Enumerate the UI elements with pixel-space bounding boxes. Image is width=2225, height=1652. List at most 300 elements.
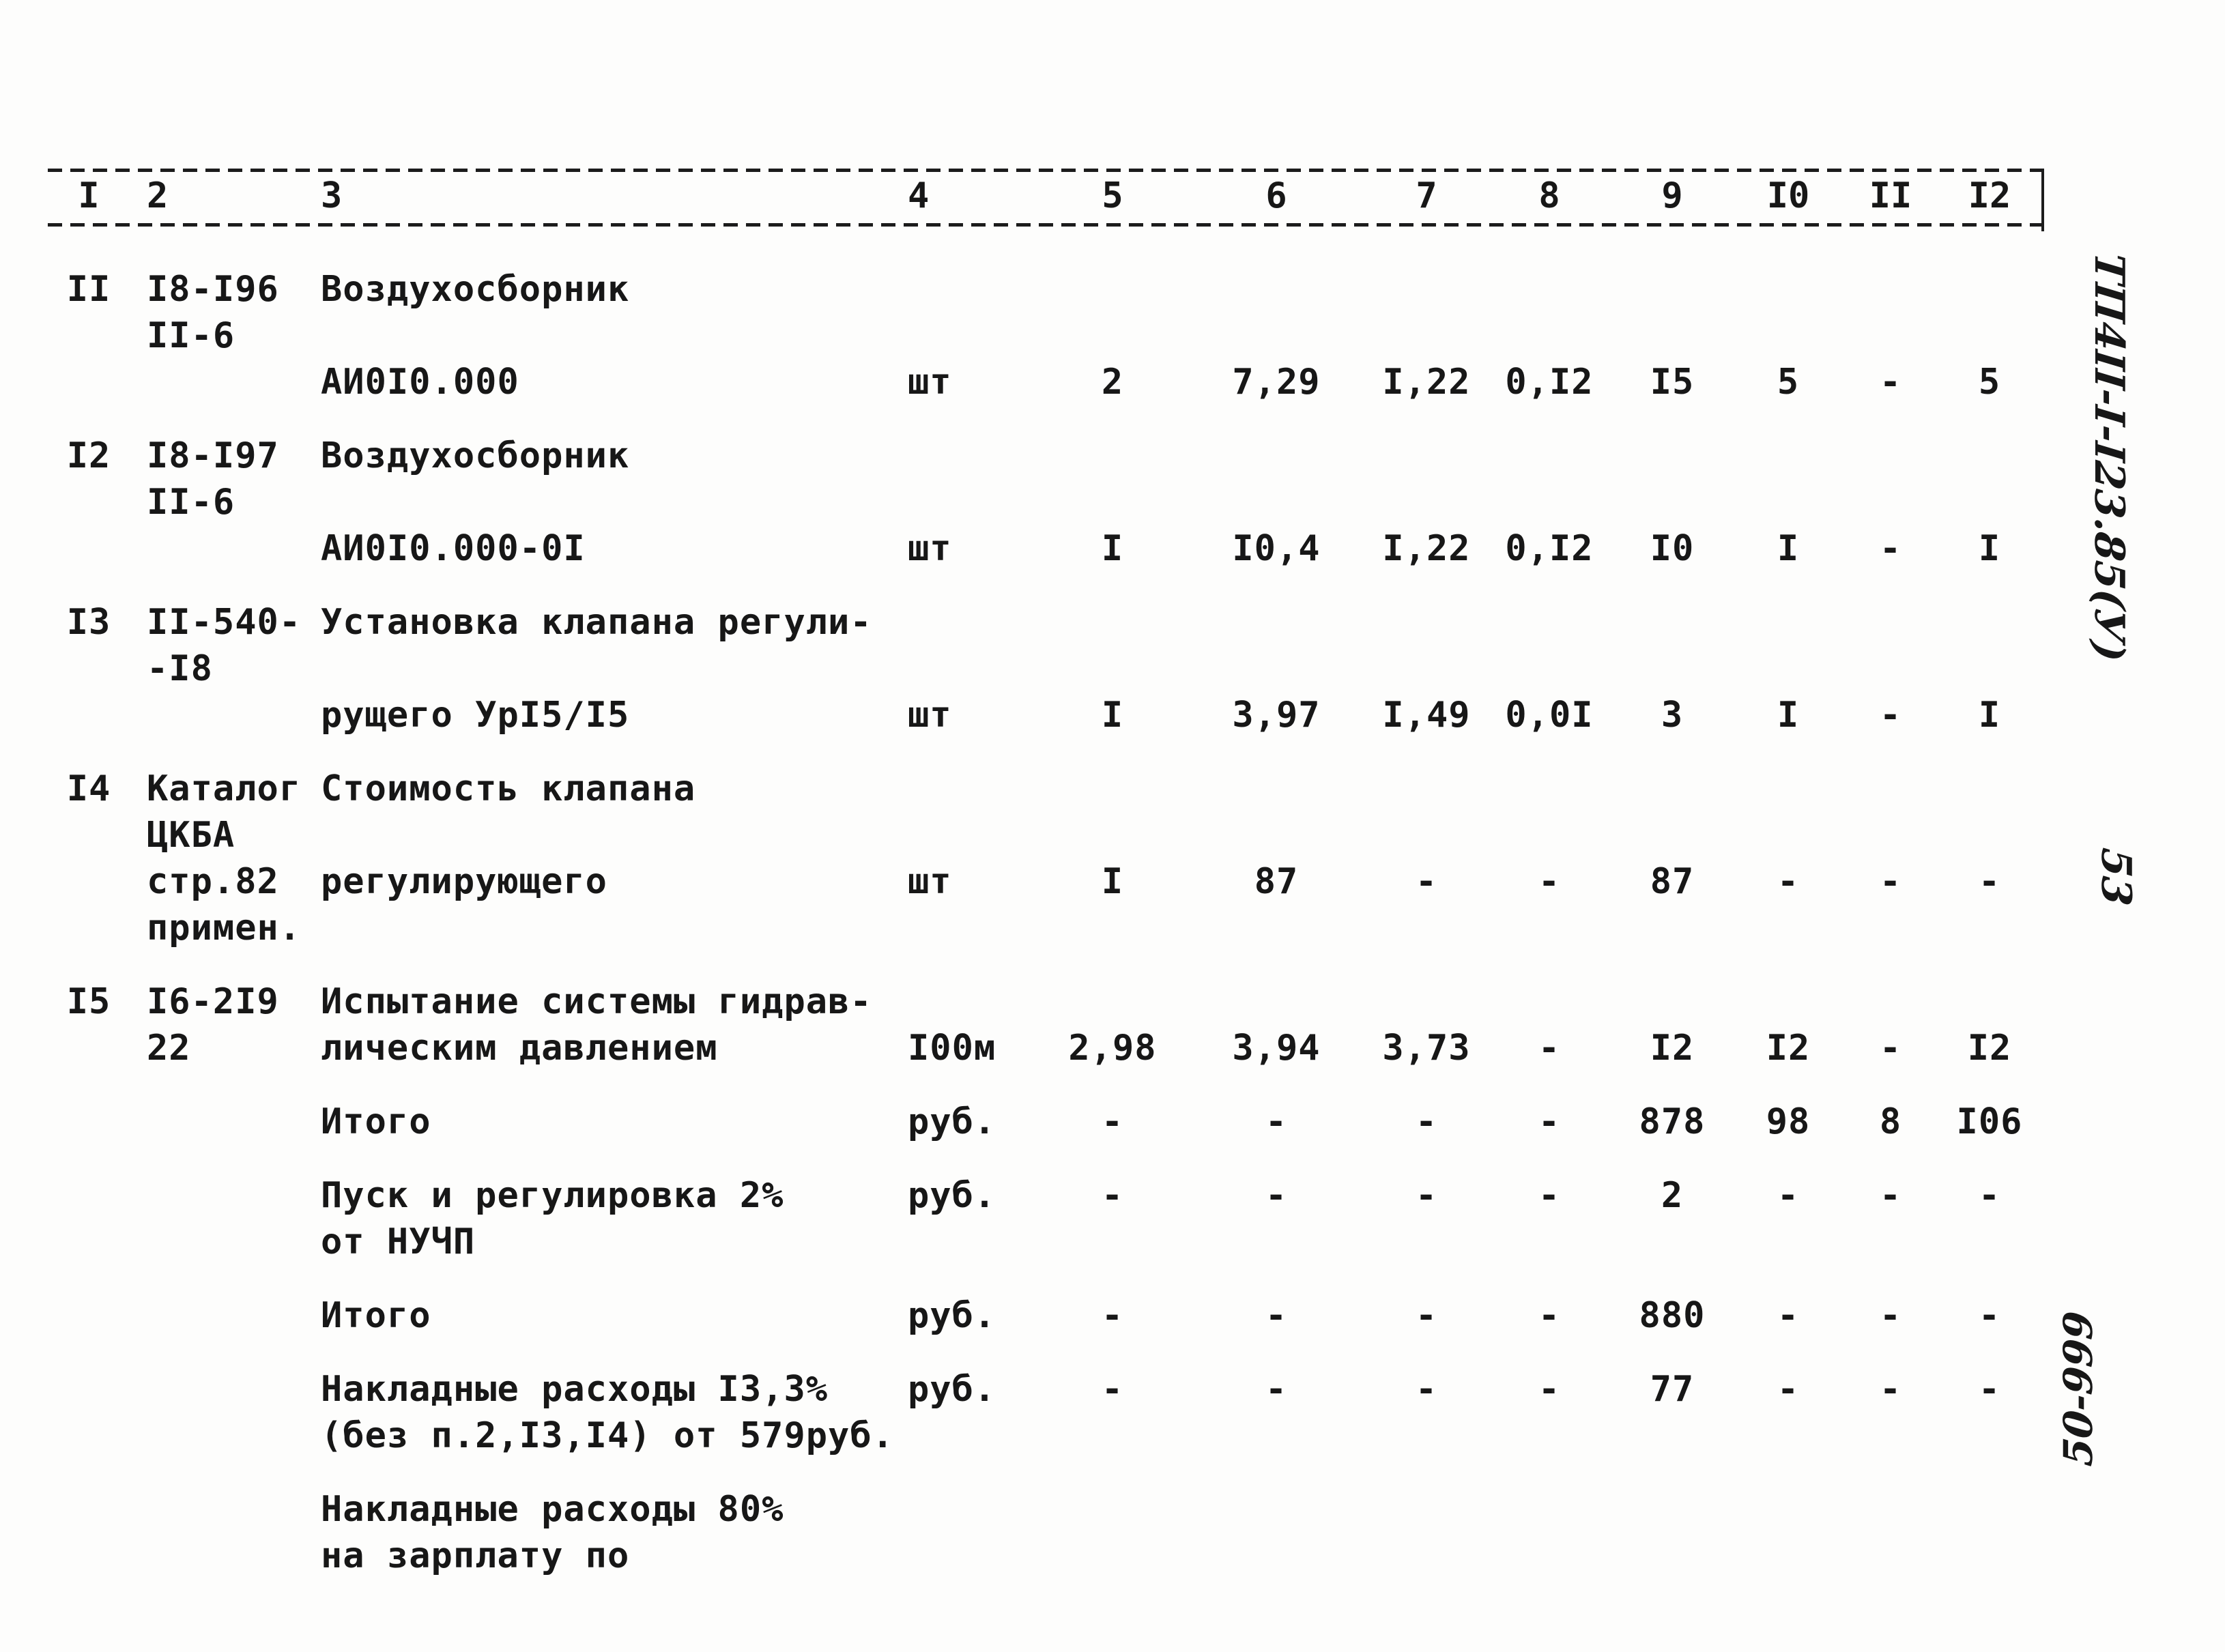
table-cell (1365, 433, 1488, 479)
table-cell: примен. (147, 908, 302, 948)
table-cell (1365, 1219, 1488, 1265)
table-cell (1734, 479, 1843, 525)
table-cell: рущего УрI5/I5 (321, 695, 630, 736)
table-cell (1188, 1533, 1365, 1579)
table-cell (1188, 646, 1365, 692)
table-row (48, 433, 2041, 572)
table-cell (48, 812, 130, 858)
table-cell (1611, 599, 1734, 646)
table-cell (1843, 433, 1938, 479)
table-cell (48, 1533, 130, 1579)
inventory-number-annotation: 50-999 (2055, 1309, 2101, 1468)
table-cell (1037, 1219, 1188, 1265)
table-cell: I (1777, 695, 1800, 736)
table-cell (1843, 1412, 1938, 1459)
table-cell: - (1538, 1369, 1561, 1410)
table-cell: руб. (908, 1175, 996, 1216)
table-cell: - (1101, 1295, 1124, 1336)
table-cell: - (1415, 861, 1438, 902)
table-cell: - (1101, 1369, 1124, 1410)
table-cell (1037, 1412, 1188, 1459)
table-cell (1037, 979, 1188, 1025)
table-cell: руб. (908, 1101, 996, 1142)
column-header: 9 (1661, 175, 1683, 216)
table-cell: - (1415, 1369, 1438, 1410)
column-header: 4 (908, 175, 930, 216)
table-cell: ЦКБА (147, 815, 235, 856)
table-cell (1734, 905, 1843, 951)
table-cell (1037, 433, 1188, 479)
table-row-line (48, 1412, 2041, 1459)
table-cell: - (1265, 1175, 1288, 1216)
table-cell (1488, 766, 1611, 812)
table-cell: - (1879, 1369, 1902, 1410)
table-row-line (48, 905, 2041, 951)
table-cell: 3,94 (1232, 1028, 1321, 1069)
table-cell (48, 646, 130, 692)
table-cell (1488, 979, 1611, 1025)
table-cell (1037, 905, 1188, 951)
column-header: 8 (1538, 175, 1560, 216)
table-cell (1365, 599, 1488, 646)
table-cell: - (1777, 1295, 1800, 1336)
table-row-line (48, 1099, 2041, 1145)
table-cell (48, 905, 130, 951)
table-cell: 2 (1101, 362, 1124, 403)
table-cell: - (1538, 1175, 1561, 1216)
table-cell: - (1978, 1369, 2001, 1410)
table-cell: I8-I97 (147, 435, 279, 476)
table-row (48, 979, 2041, 1071)
table-cell: I4 (66, 768, 111, 809)
table-cell (1734, 646, 1843, 692)
table-cell (1188, 905, 1365, 951)
table-cell (1488, 905, 1611, 951)
table-cell (1611, 1486, 1734, 1533)
table-cell: руб. (908, 1295, 996, 1336)
table-cell (1611, 479, 1734, 525)
table-cell: Каталог (147, 768, 302, 809)
table-row-line (48, 766, 2041, 812)
table-cell (48, 1292, 130, 1339)
table-row (48, 266, 2041, 405)
table-cell: 5 (1777, 362, 1800, 403)
table-row-line (48, 479, 2041, 525)
table-cell (1843, 1219, 1938, 1265)
table-cell (887, 599, 1037, 646)
table-cell (1488, 1412, 1611, 1459)
table-row-line (48, 1219, 2041, 1265)
table-cell (1188, 599, 1365, 646)
table-cell (314, 905, 887, 951)
table-cell: (без п.2,I3,I4) от 579руб. (321, 1415, 894, 1456)
table-cell (1938, 433, 2041, 479)
table-cell: 87 (1650, 861, 1695, 902)
table-cell: II-6 (147, 315, 235, 356)
table-cell (1843, 646, 1938, 692)
table-row (48, 1099, 2041, 1145)
table-cell (1488, 1533, 1611, 1579)
table-cell (314, 479, 887, 525)
table-cell (1188, 1219, 1365, 1265)
table-cell (887, 1412, 1037, 1459)
table-cell: 98 (1766, 1101, 1811, 1142)
table-cell (1188, 313, 1365, 359)
table-cell: I00м (908, 1028, 996, 1069)
table-cell: 3,97 (1232, 695, 1321, 736)
table-cell (1938, 599, 2041, 646)
table-cell: шт (908, 528, 952, 569)
table-cell: 7,29 (1232, 362, 1321, 403)
table-cell: I2 (1967, 1028, 2012, 1069)
table-cell (48, 1219, 130, 1265)
table-cell (1938, 1219, 2041, 1265)
table-cell (1938, 646, 2041, 692)
table-cell: - (1415, 1295, 1438, 1336)
table-cell (1365, 479, 1488, 525)
table-cell: I6-2I9 (147, 981, 279, 1022)
table-cell: I,22 (1382, 528, 1471, 569)
table-cell (48, 525, 130, 572)
table-cell (1365, 313, 1488, 359)
table-cell (1611, 1219, 1734, 1265)
table-cell (130, 1533, 314, 1579)
table-cell (1188, 766, 1365, 812)
table-cell: - (1777, 861, 1800, 902)
table-cell (1488, 266, 1611, 313)
table-row-line (48, 1533, 2041, 1579)
table-cell: стр.82 (147, 861, 279, 902)
column-header: I0 (1766, 175, 1810, 216)
table-cell: I,49 (1382, 695, 1471, 736)
table-cell (130, 1172, 314, 1219)
table-cell (48, 479, 130, 525)
table-cell (1037, 599, 1188, 646)
table-row (48, 1366, 2041, 1459)
table-cell: - (1978, 1175, 2001, 1216)
table-cell: на зарплату по (321, 1535, 630, 1576)
table-cell (130, 359, 314, 405)
table-cell (1188, 979, 1365, 1025)
table-row-line (48, 359, 2041, 405)
table-cell: - (1978, 861, 2001, 902)
table-cell: АИ0I0.000 (321, 362, 519, 403)
table-row-line (48, 1172, 2041, 1219)
table-cell (1938, 812, 2041, 858)
table-cell: - (1265, 1369, 1288, 1410)
table-cell (1037, 766, 1188, 812)
table-row-line (48, 1486, 2041, 1533)
table-cell (1843, 266, 1938, 313)
table-cell (1488, 433, 1611, 479)
table-cell (1843, 812, 1938, 858)
table-row-line (48, 433, 2041, 479)
table-cell: I (1978, 695, 2001, 736)
table-cell (1365, 905, 1488, 951)
table-cell: I0 (1650, 528, 1695, 569)
table-row-line (48, 313, 2041, 359)
table-cell (48, 1099, 130, 1145)
table-cell (1611, 1412, 1734, 1459)
table-cell: шт (908, 861, 952, 902)
table-cell: Пуск и регулировка 2% (321, 1175, 784, 1216)
table-cell (48, 1172, 130, 1219)
table-cell (1611, 812, 1734, 858)
table-cell: Накладные расходы 80% (321, 1489, 784, 1530)
table-cell (1037, 479, 1188, 525)
table-cell (887, 905, 1037, 951)
table-cell (1843, 599, 1938, 646)
table-cell (1365, 1412, 1488, 1459)
table-cell (1843, 1533, 1938, 1579)
table-cell: 3,73 (1382, 1028, 1471, 1069)
table-cell (48, 1025, 130, 1071)
table-cell (1188, 1486, 1365, 1533)
column-header: 6 (1265, 175, 1287, 216)
table-cell: Стоимость клапана (321, 768, 696, 809)
table-cell: - (1879, 362, 1902, 403)
table-cell (1843, 1486, 1938, 1533)
table-cell (48, 1486, 130, 1533)
table-cell (1611, 905, 1734, 951)
table-cell (1188, 812, 1365, 858)
table-cell (1488, 599, 1611, 646)
table-right-border (2041, 169, 2044, 231)
table-cell: 2,98 (1068, 1028, 1157, 1069)
table-cell: - (1101, 1175, 1124, 1216)
page-number: 53 (2092, 845, 2140, 908)
table-row-line (48, 858, 2041, 905)
table-cell (1843, 766, 1938, 812)
table-cell: II-540- (147, 602, 302, 643)
table-cell: Установка клапана регули- (321, 602, 872, 643)
table-cell (1037, 1533, 1188, 1579)
table-cell (887, 1533, 1037, 1579)
table-cell: регулирующего (321, 861, 607, 902)
table-cell: 8 (1879, 1101, 1902, 1142)
table-cell (1611, 266, 1734, 313)
table-cell (1734, 313, 1843, 359)
table-cell: - (1879, 695, 1902, 736)
table-cell: 5 (1978, 362, 2001, 403)
table-row (48, 1292, 2041, 1339)
table-row-line (48, 525, 2041, 572)
table-cell (48, 313, 130, 359)
table-cell (1188, 479, 1365, 525)
table-cell (1365, 812, 1488, 858)
table-cell (314, 812, 887, 858)
table-row-line (48, 1366, 2041, 1412)
table-row (48, 1172, 2041, 1265)
table-cell (130, 1412, 314, 1459)
table-cell (1037, 812, 1188, 858)
column-header: I2 (1968, 175, 2011, 216)
table-cell (1938, 1533, 2041, 1579)
table-cell (1037, 1486, 1188, 1533)
table-cell: - (1879, 1295, 1902, 1336)
table-row-line (48, 266, 2041, 313)
table-cell (887, 812, 1037, 858)
table-cell (887, 766, 1037, 812)
table-cell (887, 979, 1037, 1025)
table-cell: Испытание системы гидрав- (321, 981, 872, 1022)
table-cell (887, 433, 1037, 479)
column-header: 2 (147, 175, 169, 216)
table-cell: 22 (147, 1028, 191, 1069)
table-cell: Накладные расходы I3,3% (321, 1369, 829, 1410)
column-header: 7 (1416, 175, 1437, 216)
table-cell: Воздухосборник (321, 435, 630, 476)
table-row (48, 1486, 2041, 1579)
table-cell: I3 (66, 602, 111, 643)
document-code-annotation: ТП4II-I-I23.85(У) (2085, 250, 2133, 664)
table-cell: I5 (1650, 362, 1695, 403)
table-cell (887, 646, 1037, 692)
table-cell (314, 646, 887, 692)
table-cell: - (1265, 1295, 1288, 1336)
table-cell: - (1265, 1101, 1288, 1142)
table-cell: Воздухосборник (321, 269, 630, 310)
table-cell: I2 (1650, 1028, 1695, 1069)
column-header: 3 (321, 175, 343, 216)
table-row-line (48, 1292, 2041, 1339)
table-cell (1611, 766, 1734, 812)
table-cell (48, 359, 130, 405)
table-cell: - (1879, 528, 1902, 569)
table-cell (1843, 479, 1938, 525)
table-cell: I5 (66, 981, 111, 1022)
table-row-line (48, 599, 2041, 646)
table-cell (1611, 433, 1734, 479)
table-cell: - (1777, 1369, 1800, 1410)
column-header: I (78, 175, 100, 216)
table-cell (1488, 646, 1611, 692)
table-cell (48, 1366, 130, 1412)
table-cell (1037, 266, 1188, 313)
table-cell (1938, 905, 2041, 951)
table-header-bottom-rule (48, 223, 2044, 227)
table-cell (1037, 646, 1188, 692)
table-cell (1843, 979, 1938, 1025)
table-cell: - (1538, 1101, 1561, 1142)
table-cell (1938, 1412, 2041, 1459)
table-cell: - (1101, 1101, 1124, 1142)
table-cell (1938, 979, 2041, 1025)
table-header-row (48, 172, 2041, 220)
table-cell: 87 (1254, 861, 1299, 902)
table-cell (1488, 1486, 1611, 1533)
table-cell: шт (908, 695, 952, 736)
table-cell: Итого (321, 1101, 431, 1142)
table-cell (130, 1292, 314, 1339)
table-cell: 2 (1661, 1175, 1684, 1216)
table-cell (887, 1219, 1037, 1265)
table-cell (887, 313, 1037, 359)
table-cell: лическим давлением (321, 1028, 718, 1069)
table-cell (1188, 433, 1365, 479)
table-cell: I,22 (1382, 362, 1471, 403)
table-cell (887, 266, 1037, 313)
table-cell (1611, 313, 1734, 359)
table-row-line (48, 692, 2041, 738)
table-cell: I2 (66, 435, 111, 476)
table-cell (1938, 766, 2041, 812)
column-header: 5 (1102, 175, 1123, 216)
table-cell (1734, 433, 1843, 479)
table-cell (1734, 1412, 1843, 1459)
table-cell: - (1879, 1028, 1902, 1069)
table-row (48, 766, 2041, 951)
table-cell: I2 (1766, 1028, 1811, 1069)
table-cell: 0,0I (1505, 695, 1594, 736)
table-cell: I8-I96 (147, 269, 279, 310)
table-cell: - (1879, 1175, 1902, 1216)
table-cell (1734, 1486, 1843, 1533)
table-cell: I0,4 (1232, 528, 1321, 569)
table-cell: руб. (908, 1369, 996, 1410)
table-cell (1734, 979, 1843, 1025)
table-cell (1938, 266, 2041, 313)
table-cell (1611, 979, 1734, 1025)
table-cell: - (1978, 1295, 2001, 1336)
table-cell: 3 (1661, 695, 1684, 736)
table-cell (130, 1486, 314, 1533)
table-cell (48, 692, 130, 738)
table-cell: шт (908, 362, 952, 403)
table-cell: I06 (1956, 1101, 2023, 1142)
table-cell: I (1978, 528, 2001, 569)
column-header: II (1869, 175, 1912, 216)
table-cell (130, 692, 314, 738)
table-cell (1488, 1219, 1611, 1265)
table-cell: - (1415, 1101, 1438, 1142)
table-cell (1488, 479, 1611, 525)
table-cell (48, 858, 130, 905)
table-cell (1611, 1533, 1734, 1579)
table-cell (48, 1412, 130, 1459)
table-cell: I (1101, 528, 1124, 569)
table-cell: I (1101, 861, 1124, 902)
table-cell: от НУЧП (321, 1221, 476, 1262)
table-cell (1488, 313, 1611, 359)
table-cell: 878 (1639, 1101, 1706, 1142)
table-cell (1488, 812, 1611, 858)
table-row-line (48, 812, 2041, 858)
table-cell: 0,I2 (1505, 528, 1594, 569)
table-row-line (48, 646, 2041, 692)
table-cell (314, 313, 887, 359)
table-body (48, 266, 2041, 1579)
table-cell (1734, 266, 1843, 313)
table-cell: Итого (321, 1295, 431, 1336)
table-cell: - (1777, 1175, 1800, 1216)
table-cell (130, 525, 314, 572)
table-cell: 880 (1639, 1295, 1706, 1336)
table-cell (1365, 766, 1488, 812)
table-cell: 77 (1650, 1369, 1695, 1410)
table-row (48, 599, 2041, 738)
table-cell: II-6 (147, 482, 235, 523)
table-cell (1365, 266, 1488, 313)
table-cell (1365, 646, 1488, 692)
table-cell (1365, 979, 1488, 1025)
table-cell (1734, 766, 1843, 812)
table-cell (1734, 1219, 1843, 1265)
table-cell (887, 1486, 1037, 1533)
table-cell (130, 1099, 314, 1145)
table-cell (1938, 479, 2041, 525)
table-cell: -I8 (147, 648, 213, 689)
